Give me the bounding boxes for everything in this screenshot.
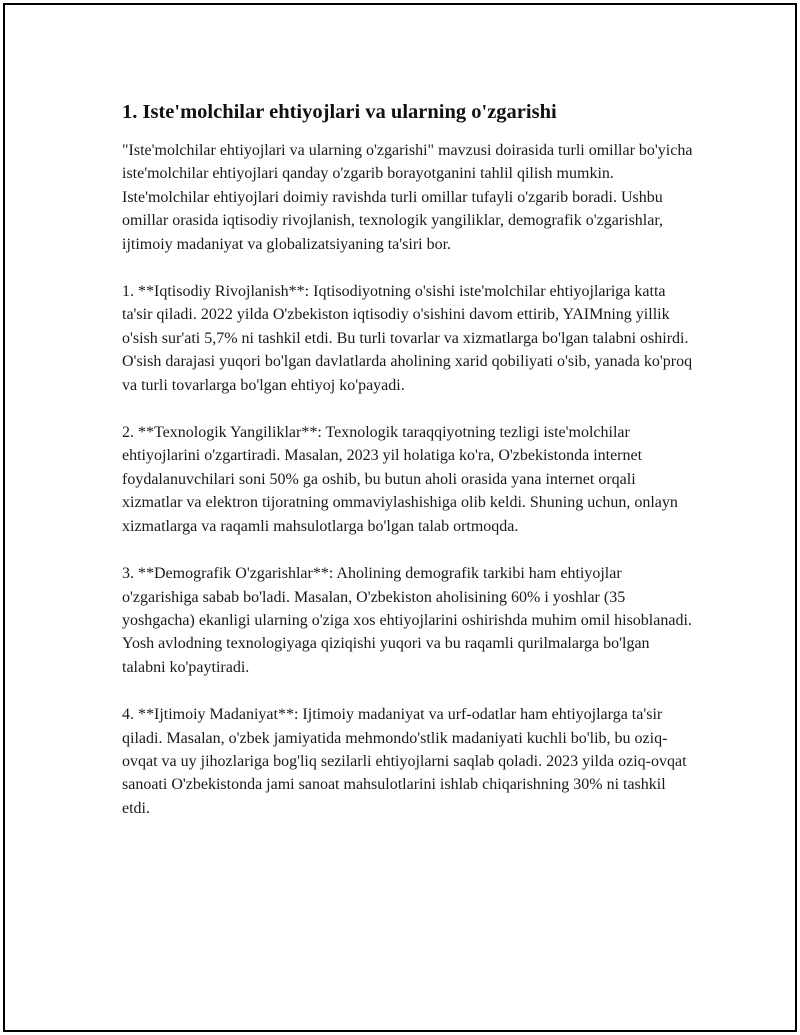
point-paragraph-economic: 1. **Iqtisodiy Rivojlanish**: Iqtisodiyotning o'sishi iste'molchilar ehtiyojlariga katta ta'sir qiladi. 2022 yilda O'zbekiston iqtisodiy o'sishini davom ettirib, YAIMning yillik o'sish sur'ati 5,7% ni tashkil etdi. Bu turli tovarlar va xizmatlarga bo'lgan talabni oshirdi. O'sish darajasi yuqori bo'lgan davlatlarda aholining xarid qobiliyati o'sib, yanada ko'proq va turli tovarlarga bo'lgan ehtiyoj ko'payadi. (122, 283, 693, 394)
intro-paragraph: "Iste'molchilar ehtiyojlari va ularning o'zgarishi" mavzusi doirasida turli omillar bo'yicha iste'molchilar ehtiyojlari qanday o'zgarib borayotganini tahlil qilish mumkin. Iste'molchilar ehtiyojlari doimiy ravishda turli omillar tufayli o'zgarib boradi. Ushbu omillar orasida iqtisodiy rivojlanish, texnologik yangiliklar, demografik o'zgarishlar, ijtimoiy madaniyat va globalizatsiyaning ta'siri bor. (122, 142, 693, 253)
document-content (122, 99, 694, 844)
point-paragraph-technology: 2. **Texnologik Yangiliklar**: Texnologik taraqqiyotning tezligi iste'molchilar ehtiyojlarini o'zgartiradi. Masalan, 2023 yil holatiga ko'ra, O'zbekistonda internet foydalanuvchilari soni 50% ga oshib, bu butun aholi orasida yana internet orqali xizmatlar va elektron tijoratning ommaviylashishiga olib keldi. Shuning uchun, onlayn xizmatlarga va raqamli mahsulotlarga bo'lgan talab ortmoqda. (122, 424, 678, 535)
page-frame (3, 3, 797, 1032)
document-title: 1. Iste'molchilar ehtiyojlari va ularning o'zgarishi (122, 101, 557, 123)
point-paragraph-demographic: 3. **Demografik O'zgarishlar**: Aholining demografik tarkibi ham ehtiyojlar o'zgarishiga sabab bo'ladi. Masalan, O'zbekiston aholisining 60% i yoshlar (35 yoshgacha) ekanligi ularning o'ziga xos ehtiyojlarini oshirishda muhim omil hisoblanadi. Yosh avlodning texnologiyaga qiziqishi yuqori va bu raqamli qurilmalarga bo'lgan talabni ko'paytiradi. (122, 565, 692, 676)
point-paragraph-culture: 4. **Ijtimoiy Madaniyat**: Ijtimoiy madaniyat va urf-odatlar ham ehtiyojlarga ta'sir qiladi. Masalan, o'zbek jamiyatida mehmondo'stlik madaniyati kuchli bo'lib, bu oziq-ovqat va uy jihozlariga bog'liq sezilarli ehtiyojlarni saqlab qoladi. 2023 yilda oziq-ovqat sanoati O'zbekistonda jami sanoat mahsulotlarini ishlab chiqarishning 30% ni tashkil etdi. (122, 706, 687, 817)
